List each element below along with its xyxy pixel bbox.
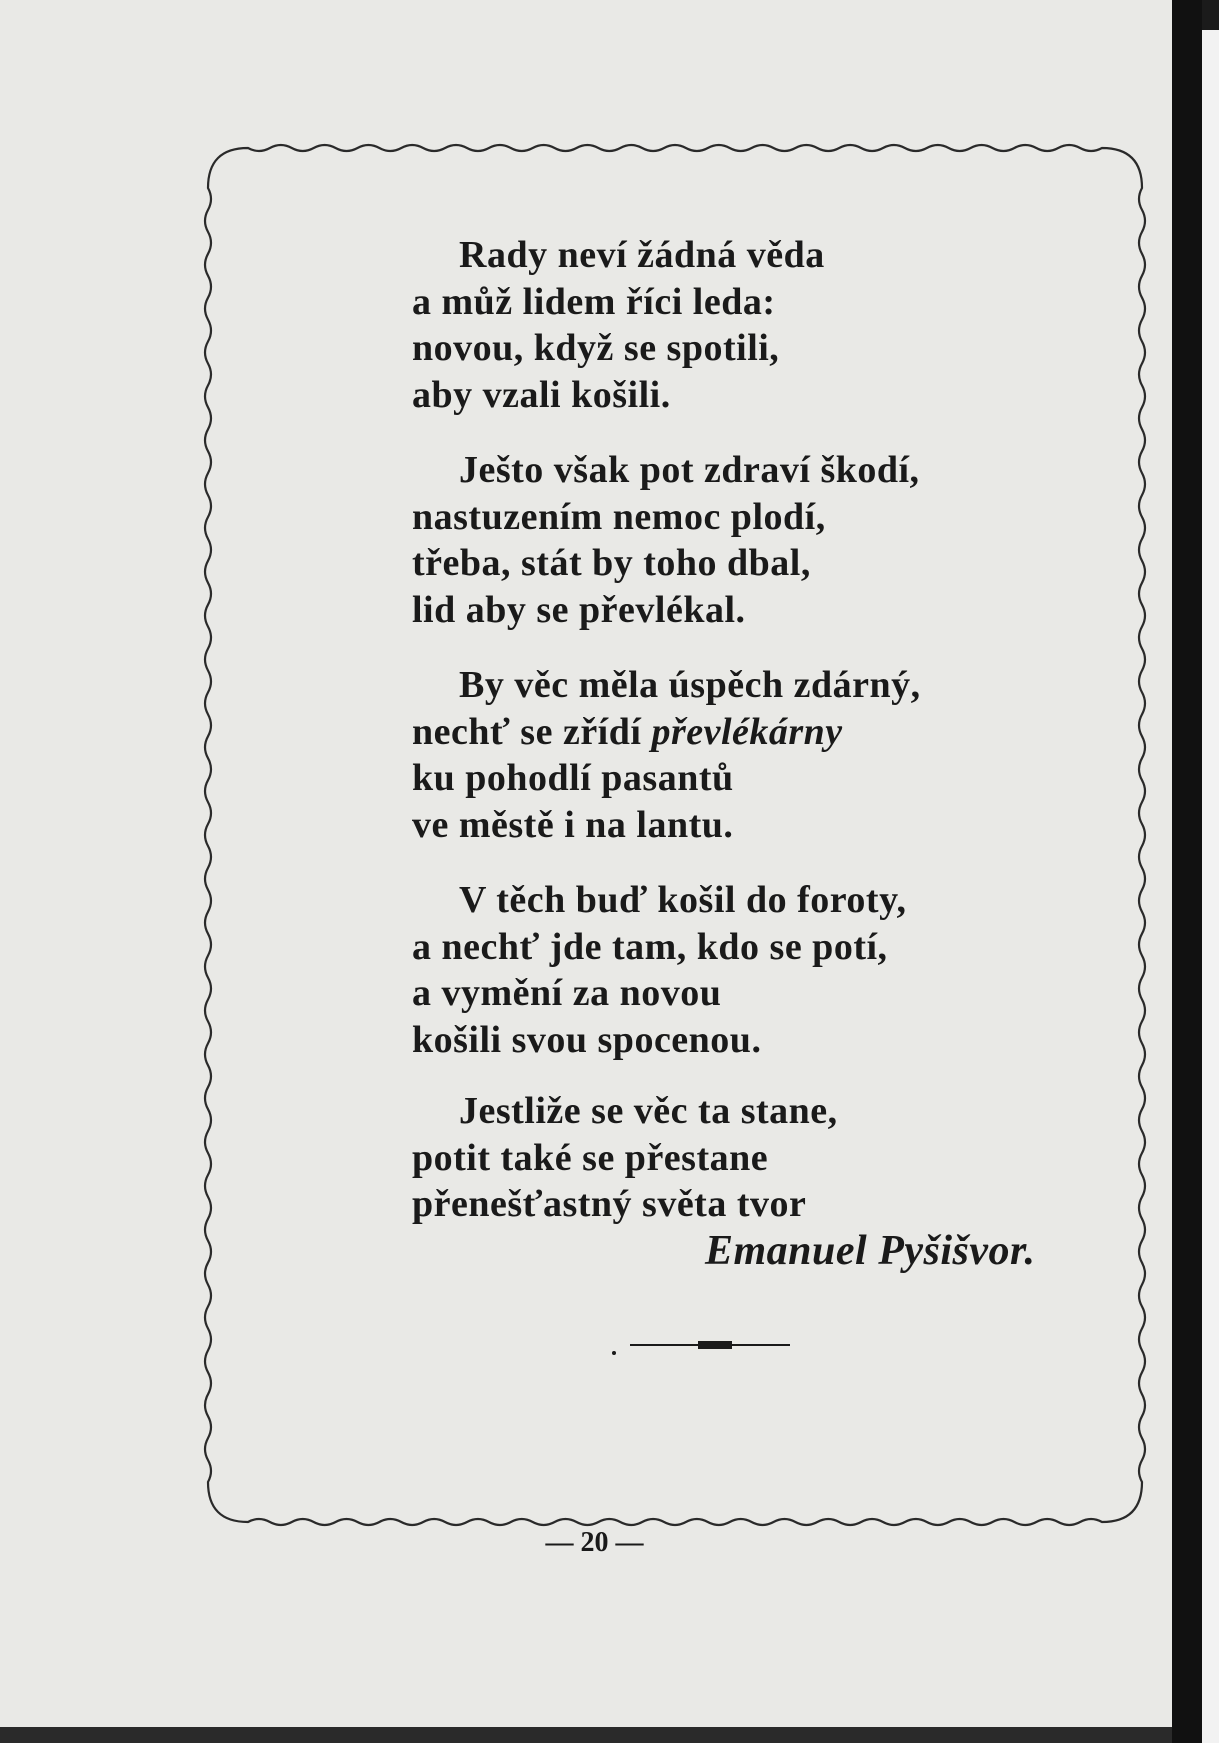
stanza-4 (412, 877, 906, 1063)
poem-line-text: nechť se zřídí (412, 710, 652, 753)
poem-line: a vymění za novou (412, 972, 722, 1014)
poem-line: ku pohodlí pasantů (412, 757, 734, 799)
poem-line: Rady neví žádná věda (459, 234, 825, 276)
poem-line: nastuzením nemoc plodí, (412, 495, 826, 538)
author-signature: Emanuel Pyšišvor. (705, 1228, 1036, 1274)
poem-line: potit také se přestane (412, 1136, 769, 1179)
poem-line: novou, když se spotili, (412, 327, 780, 369)
poem-line: V těch buď košil do foroty, (459, 879, 907, 921)
page-number (0, 1527, 1172, 1559)
book-spine-shadow (1172, 0, 1202, 1743)
stanza-3 (412, 662, 921, 848)
poem-line: a můž lidem říci leda: (412, 280, 776, 323)
stanza-1 (412, 232, 825, 418)
poem-line: lid aby se převlékal. (412, 588, 746, 631)
adjacent-page-edge (1202, 30, 1219, 1743)
poem-line: třeba, stát by toho dbal, (412, 542, 811, 584)
poem-line: a nechť jde tam, kdo se potí, (412, 925, 888, 968)
stanza-5 (412, 1088, 838, 1228)
poem-line: By věc měla úspěch zdárný, (459, 664, 921, 706)
poem-line: Jestliže se věc ta stane, (459, 1090, 838, 1132)
poem-italic-word: převlékárny (651, 710, 843, 753)
page-number-text: — 20 — (545, 1527, 644, 1558)
poem-line: přenešťastný světa tvor (412, 1183, 807, 1225)
page-bottom-edge (0, 1727, 1172, 1743)
poem-line: ve městě i na lantu. (412, 803, 734, 846)
poem-line: aby vzali košili. (412, 373, 671, 416)
ornamental-rule-divider (610, 1335, 810, 1355)
poem-line: Ješto však pot zdraví škodí, (459, 449, 920, 491)
poem-line: košili svou spocenou. (412, 1018, 762, 1061)
stanza-2 (412, 447, 920, 633)
poem-line (412, 709, 921, 756)
